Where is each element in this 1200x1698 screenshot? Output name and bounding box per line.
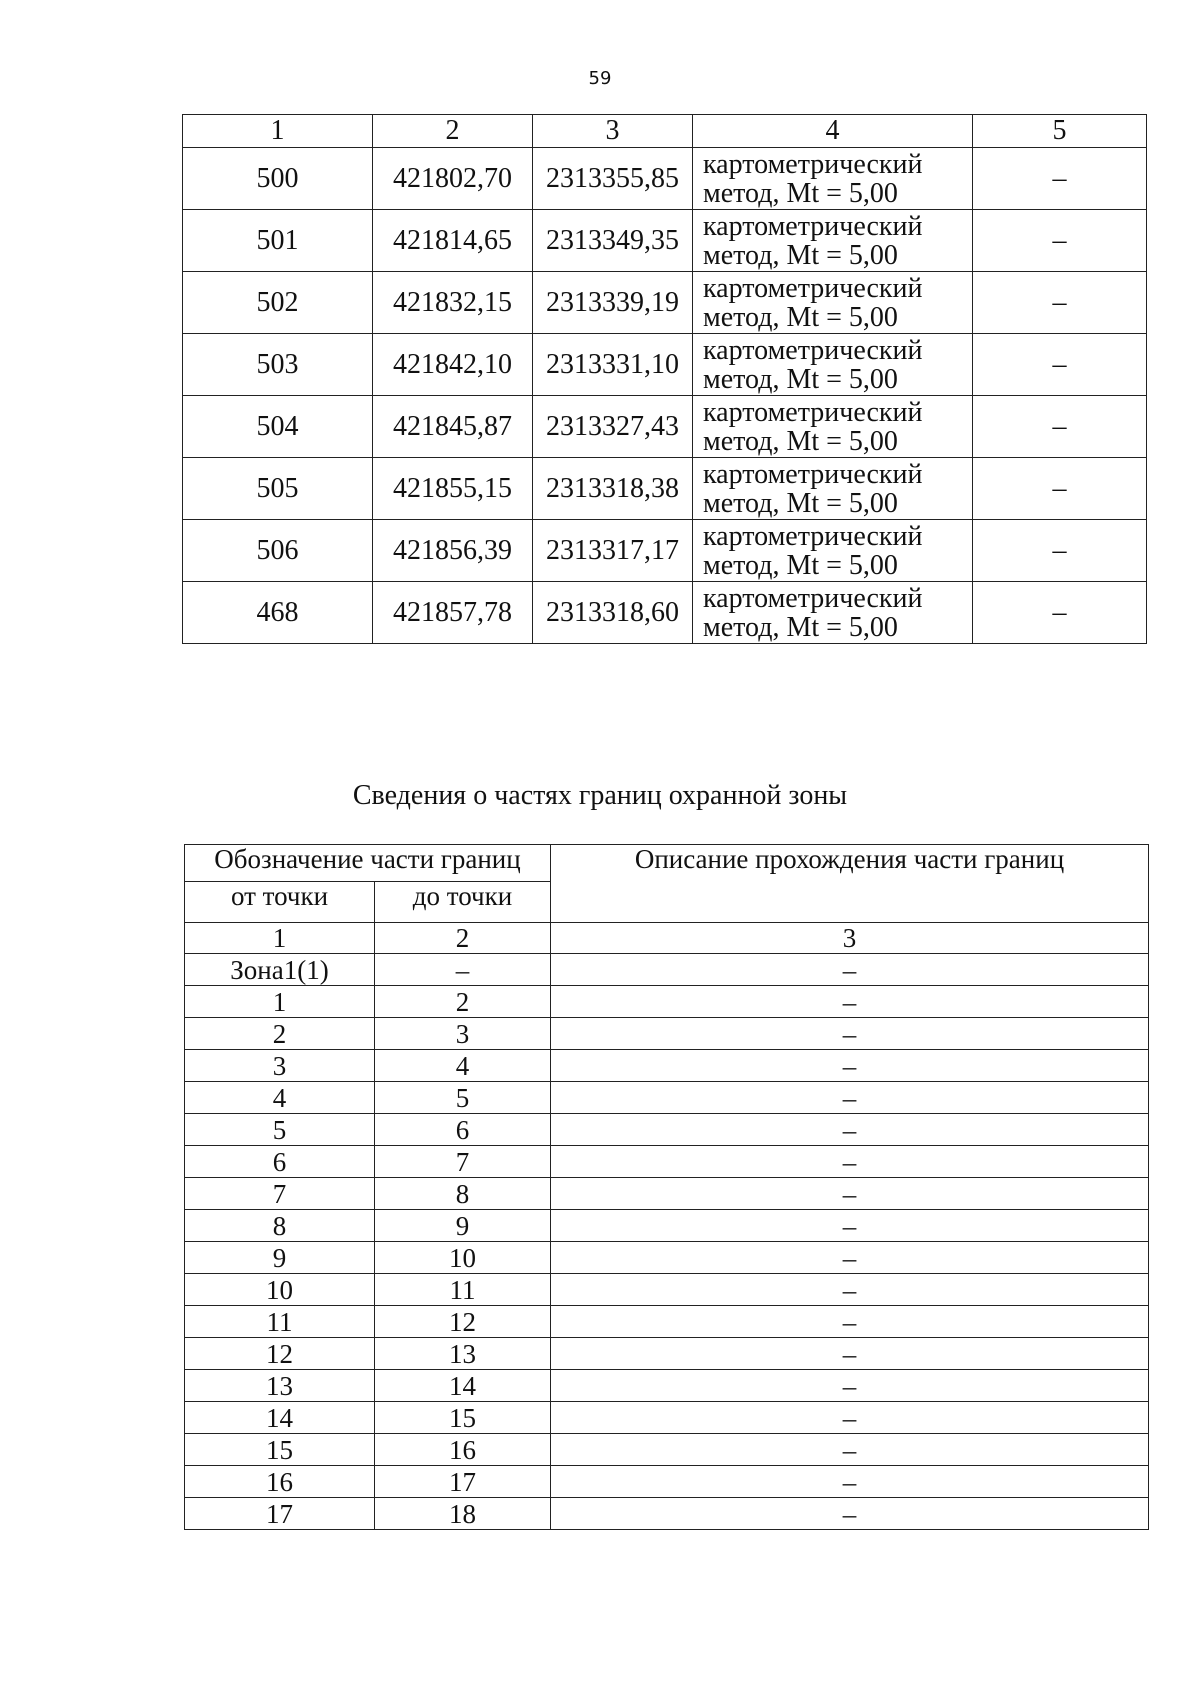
description-cell: – (551, 1178, 1149, 1210)
column-number: 3 (551, 923, 1149, 954)
description-cell: – (551, 1082, 1149, 1114)
table-row (185, 1274, 1149, 1306)
description-header: Описание прохождения части границ (551, 845, 1149, 923)
to-point-cell: 11 (375, 1274, 551, 1306)
point-number-cell: 503 (183, 334, 373, 396)
note-cell: – (973, 582, 1147, 644)
point-number-cell: 501 (183, 210, 373, 272)
description-cell: – (551, 1050, 1149, 1082)
method-line: метод, Mt = 5,00 (703, 239, 898, 271)
x-coordinate-cell: 421856,39 (373, 520, 533, 582)
description-cell: – (551, 1274, 1149, 1306)
point-number-cell: 500 (183, 148, 373, 210)
from-point-cell: 17 (185, 1498, 375, 1530)
to-point-cell: 16 (375, 1434, 551, 1466)
table-row (185, 1306, 1149, 1338)
table-row (185, 1370, 1149, 1402)
table-row (185, 954, 1149, 986)
method-cell (693, 148, 973, 210)
description-cell: – (551, 1338, 1149, 1370)
y-coordinate-cell: 2313339,19 (533, 272, 693, 334)
table-row (185, 1178, 1149, 1210)
table-row (185, 1146, 1149, 1178)
from-point-cell: 7 (185, 1178, 375, 1210)
method-cell (693, 458, 973, 520)
description-cell: – (551, 1146, 1149, 1178)
to-point-cell: 13 (375, 1338, 551, 1370)
to-point-cell: 4 (375, 1050, 551, 1082)
method-line: картометрический (703, 396, 923, 428)
table-row (185, 1050, 1149, 1082)
table-row (183, 334, 1147, 396)
column-number: 2 (375, 923, 551, 954)
table-row (185, 1210, 1149, 1242)
method-cell (693, 210, 973, 272)
method-cell (693, 334, 973, 396)
method-cell (693, 520, 973, 582)
note-cell: – (973, 148, 1147, 210)
description-cell: – (551, 1018, 1149, 1050)
table-row (185, 1338, 1149, 1370)
x-coordinate-cell: 421802,70 (373, 148, 533, 210)
to-point-cell: 10 (375, 1242, 551, 1274)
coordinates-table (182, 114, 1147, 644)
table-row (183, 582, 1147, 644)
to-point-cell: – (375, 954, 551, 986)
column-header: 3 (533, 115, 693, 148)
x-coordinate-cell: 421814,65 (373, 210, 533, 272)
description-cell: – (551, 1242, 1149, 1274)
point-number-cell: 506 (183, 520, 373, 582)
to-point-cell: 8 (375, 1178, 551, 1210)
method-line: картометрический (703, 582, 923, 614)
point-number-cell: 502 (183, 272, 373, 334)
column-header: 2 (373, 115, 533, 148)
from-point-cell: 10 (185, 1274, 375, 1306)
from-point-cell: 14 (185, 1402, 375, 1434)
to-point-cell: 12 (375, 1306, 551, 1338)
x-coordinate-cell: 421857,78 (373, 582, 533, 644)
point-number-cell: 505 (183, 458, 373, 520)
y-coordinate-cell: 2313331,10 (533, 334, 693, 396)
to-point-cell: 9 (375, 1210, 551, 1242)
to-point-header: до точки (375, 882, 551, 923)
parts-header-row (185, 845, 1149, 882)
from-point-cell: 2 (185, 1018, 375, 1050)
description-cell: – (551, 1370, 1149, 1402)
table-row (185, 1498, 1149, 1530)
to-point-cell: 6 (375, 1114, 551, 1146)
table-row (185, 1114, 1149, 1146)
method-line: метод, Mt = 5,00 (703, 611, 898, 643)
description-cell: – (551, 1306, 1149, 1338)
to-point-cell: 17 (375, 1466, 551, 1498)
description-cell: – (551, 1498, 1149, 1530)
table-row (183, 520, 1147, 582)
from-point-cell: 4 (185, 1082, 375, 1114)
table-row (185, 1018, 1149, 1050)
to-point-cell: 15 (375, 1402, 551, 1434)
note-cell: – (973, 334, 1147, 396)
page-number: 59 (588, 68, 612, 89)
column-number: 1 (185, 923, 375, 954)
from-point-cell: 8 (185, 1210, 375, 1242)
method-line: метод, Mt = 5,00 (703, 301, 898, 333)
method-cell (693, 582, 973, 644)
from-point-cell: 6 (185, 1146, 375, 1178)
from-point-cell: 12 (185, 1338, 375, 1370)
table-row (183, 272, 1147, 334)
point-number-cell: 504 (183, 396, 373, 458)
y-coordinate-cell: 2313318,60 (533, 582, 693, 644)
method-line: картометрический (703, 458, 923, 490)
section-title: Сведения о частях границ охранной зоны (352, 780, 848, 811)
table-row (185, 1082, 1149, 1114)
to-point-cell: 18 (375, 1498, 551, 1530)
from-point-cell: 1 (185, 986, 375, 1018)
to-point-cell: 5 (375, 1082, 551, 1114)
description-cell: – (551, 1114, 1149, 1146)
description-cell: – (551, 954, 1149, 986)
method-line: картометрический (703, 272, 923, 304)
column-header: 5 (973, 115, 1147, 148)
from-point-cell: 5 (185, 1114, 375, 1146)
table-row (183, 148, 1147, 210)
coordinates-header-row (183, 115, 1147, 148)
from-point-header: от точки (185, 882, 375, 923)
y-coordinate-cell: 2313317,17 (533, 520, 693, 582)
table-row (183, 210, 1147, 272)
description-cell: – (551, 986, 1149, 1018)
method-line: метод, Mt = 5,00 (703, 425, 898, 457)
table-row (183, 458, 1147, 520)
table-row (185, 1242, 1149, 1274)
to-point-cell: 7 (375, 1146, 551, 1178)
method-line: метод, Mt = 5,00 (703, 363, 898, 395)
table-row (185, 1402, 1149, 1434)
x-coordinate-cell: 421842,10 (373, 334, 533, 396)
designation-header: Обозначение части границ (185, 845, 551, 882)
description-cell: – (551, 1210, 1149, 1242)
from-point-cell: 11 (185, 1306, 375, 1338)
to-point-cell: 14 (375, 1370, 551, 1402)
note-cell: – (973, 210, 1147, 272)
table-row (183, 396, 1147, 458)
description-cell: – (551, 1434, 1149, 1466)
table-row (185, 1466, 1149, 1498)
method-line: метод, Mt = 5,00 (703, 177, 898, 209)
y-coordinate-cell: 2313327,43 (533, 396, 693, 458)
from-point-cell: 9 (185, 1242, 375, 1274)
method-line: картометрический (703, 148, 923, 180)
method-line: метод, Mt = 5,00 (703, 549, 898, 581)
note-cell: – (973, 272, 1147, 334)
to-point-cell: 3 (375, 1018, 551, 1050)
y-coordinate-cell: 2313349,35 (533, 210, 693, 272)
y-coordinate-cell: 2313318,38 (533, 458, 693, 520)
x-coordinate-cell: 421845,87 (373, 396, 533, 458)
description-cell: – (551, 1466, 1149, 1498)
table-row (185, 986, 1149, 1018)
method-line: картометрический (703, 334, 923, 366)
x-coordinate-cell: 421855,15 (373, 458, 533, 520)
note-cell: – (973, 458, 1147, 520)
x-coordinate-cell: 421832,15 (373, 272, 533, 334)
method-line: картометрический (703, 210, 923, 242)
column-header: 4 (693, 115, 973, 148)
method-line: картометрический (703, 520, 923, 552)
column-header: 1 (183, 115, 373, 148)
method-cell (693, 272, 973, 334)
parts-column-number-row (185, 923, 1149, 954)
from-point-cell: 3 (185, 1050, 375, 1082)
method-cell (693, 396, 973, 458)
from-point-cell: 13 (185, 1370, 375, 1402)
from-point-cell: Зона1(1) (185, 954, 375, 986)
boundary-parts-table (184, 844, 1149, 1530)
note-cell: – (973, 520, 1147, 582)
description-cell: – (551, 1402, 1149, 1434)
from-point-cell: 15 (185, 1434, 375, 1466)
point-number-cell: 468 (183, 582, 373, 644)
from-point-cell: 16 (185, 1466, 375, 1498)
to-point-cell: 2 (375, 986, 551, 1018)
y-coordinate-cell: 2313355,85 (533, 148, 693, 210)
method-line: метод, Mt = 5,00 (703, 487, 898, 519)
table-row (185, 1434, 1149, 1466)
note-cell: – (973, 396, 1147, 458)
